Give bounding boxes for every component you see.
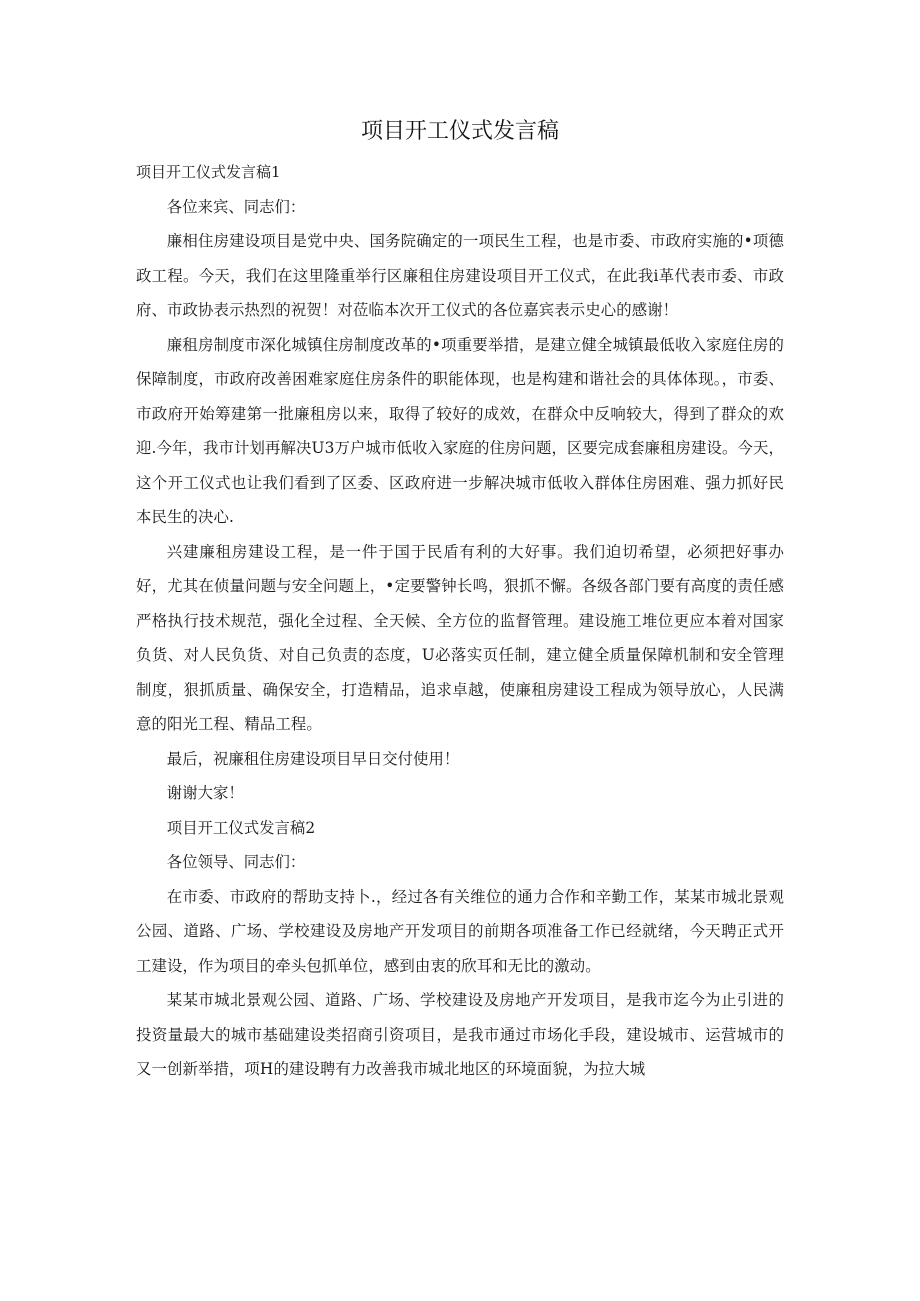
speech1-closing-wish: 最后，祝廉租住房建设项目早日交付使用！: [166, 749, 460, 768]
speech1-paragraph: 廉租房制度市深化城镇住房制度改革的•项重要举措，是建立健全城镇最低收入家庭住房的保障制度，市政府改善困难家庭住房条件的职能体现，也是构建和谐社会的具体体现。，市委、市政府开始筹建第一批廉租房以来，取得了较好的成效，在群众中反响较大，得到了群众的欢迎.今年，我市计划再解决U3万户城市低收入家庭的住房问题，区要完成套廉租房建设。今天，这个开工仪式也让我们看到了区委、区政府进一步解决城市低收入群体住房困难、强力抓好民本民生的决心.: [136, 335, 784, 526]
speech2-paragraph: 在市委、市政府的帮助支持卜.，经过各有关维位的通力合作和辛勤工作，某某市城北景观公园、道路、广场、学校建设及房地产开发项目的前期各项准备工作已经就绪，今天聘正式开工建设，作为项目的牵头包抓单位，感到由衷的欣耳和无比的激动。: [136, 887, 784, 975]
speech2-paragraph: 某某市城北景观公园、道路、广场、学校建设及房地产开发项目，是我市迄今为止引进的投资量最大的城市基础建设类招商引资项目，是我市通过市场化手段，建设城市、运营城市的又一创新举措，项H的建设聘有力改善我市城北地区的环境面貌，为拉大城: [136, 991, 784, 1078]
document-title: 项目开工仪式发言稿: [360, 119, 559, 144]
speech1-heading: 项目开工仪式发言稿1: [136, 163, 281, 181]
document-body: [136, 155, 784, 1087]
speech1-salutation: 各位来宾、同志们：: [166, 197, 306, 216]
speech2-heading: 项目开工仪式发言稿2: [166, 818, 316, 837]
speech1-closing-thanks: 谢谢大家！: [166, 784, 244, 802]
speech1-paragraph: 廉相住房建设项目是党中央、国务院确定的一项民生工程，也是市委、市政府实施的•项德政工程。今天，我们在这里隆重举行区廉租住房建设项目开工仪式，在此我i革代表市委、市政府、市政协表示热烈的祝贺！对莅临本次开工仪式的各位嘉宾表示史心的感谢！: [136, 232, 784, 319]
speech2-salutation: 各位领导、同志们：: [166, 853, 306, 871]
speech1-paragraph: 兴建廉租房建设工程，是一件于国于民盾有利的大好事。我们迫切希望，必须把好事办好，尤其在侦量问题与安全问题上，•定要警钟长鸣，狠抓不懈。各级各部门要有高度的责任感严格执行技术规范，强化全过程、全天候、全方位的监督管理。建设施工堆位更应本着对国家负货、对人民负货、对自己负责的态度，U必落实页任制，建立健全质量保障机制和安全管理制度，狠抓质量、确保安全，打造精品，追求卓越，使廉租房建设工程成为领导放心，人民满意的阳光工程、精品工程。: [136, 542, 784, 733]
